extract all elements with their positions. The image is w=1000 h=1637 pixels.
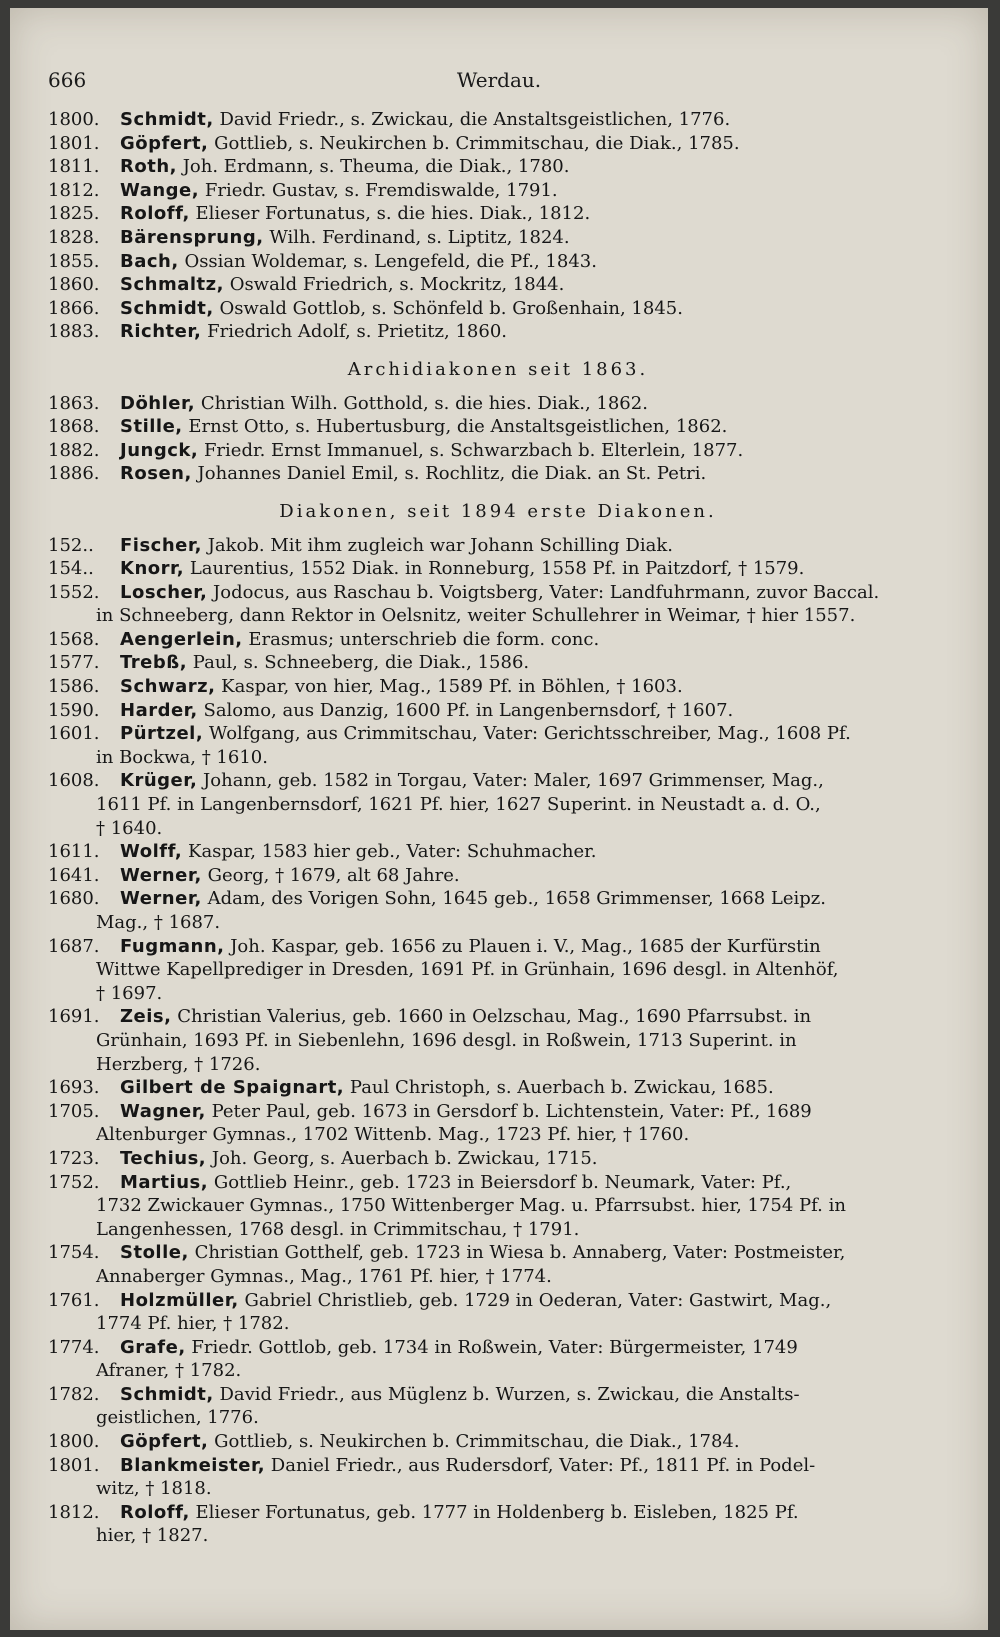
- entry-name: Trebß,: [120, 652, 188, 674]
- entry-body: [120, 179, 948, 203]
- entry-details: Peter Paul, geb. 1673 in Gersdorf b. Lichtenstein, Vater: Pf., 1689: [211, 1100, 812, 1122]
- entry-body: [120, 557, 948, 581]
- entry-details: David Friedr., s. Zwickau, die Anstaltsgeistlichen, 1776.: [219, 109, 731, 130]
- diakonen-list: [48, 534, 948, 1549]
- entry-name: Harder,: [120, 699, 198, 721]
- entry-body: [120, 320, 948, 344]
- page-header: [48, 68, 950, 98]
- entry-year: 1828.: [48, 226, 100, 248]
- entry-continuation: in Schneeberg, dann Rektor in Oelsnitz, weiter Schullehrer in Weimar, † hier 1557.: [96, 605, 856, 627]
- entry-details: Laurentius, 1552 Diak. in Ronneburg, 1558 Pf. in Paitzdorf, † 1579.: [189, 558, 805, 580]
- entry-year: 1752.: [48, 1171, 100, 1193]
- entry-continuation: 1774 Pf. hier, † 1782.: [96, 1313, 290, 1335]
- entry-year: 1705.: [48, 1100, 100, 1122]
- entry-details: David Friedr., aus Müglenz b. Wurzen, s. Zwickau, die Anstalts-: [219, 1383, 800, 1405]
- entry-body: [120, 935, 948, 959]
- entry-details: Adam, des Vorigen Sohn, 1645 geb., 1658 Grimmenser, 1668 Leipz.: [207, 888, 826, 910]
- diakon-entry: [48, 1076, 948, 1100]
- document-page: [10, 8, 988, 1630]
- diakon-entry: [48, 581, 948, 628]
- entry-continuation: witz, † 1818.: [96, 1478, 212, 1500]
- entry-first-line: [48, 1171, 948, 1195]
- entry-first-line: [48, 1289, 948, 1313]
- entry-name: Pürtzel,: [120, 723, 204, 745]
- entry-details: Ernst Otto, s. Hubertusburg, die Anstaltsgeistlichen, 1862.: [188, 416, 728, 438]
- diakon-entry: [48, 1100, 948, 1147]
- entry-year: 152..: [48, 534, 94, 556]
- entry-name: Werner,: [120, 864, 202, 886]
- entry-year: 1801.: [48, 132, 100, 154]
- entry-continuation: Mag., † 1687.: [96, 912, 221, 933]
- entry-year: 1855.: [48, 250, 100, 272]
- entry-year: 1577.: [48, 652, 100, 674]
- entry-year: 1552.: [48, 581, 100, 603]
- entry-details: Gabriel Christlieb, geb. 1729 in Oederan, Vater: Gastwirt, Mag.,: [244, 1289, 832, 1311]
- entry-continuation: geistlichen, 1776.: [96, 1407, 259, 1429]
- entry-year: 1860.: [48, 274, 100, 296]
- entry-details: Friedr. Ernst Immanuel, s. Schwarzbach b. Elterlein, 1877.: [203, 439, 744, 461]
- entry-name: Schmidt,: [120, 1383, 214, 1405]
- entry-name: Zeis,: [120, 1006, 172, 1028]
- entry-body: [120, 1076, 948, 1100]
- entry-first-line: [48, 769, 948, 793]
- entry-first-line: [48, 1430, 948, 1454]
- list-entry: [48, 415, 948, 439]
- diakon-entry: [48, 1383, 948, 1430]
- entry-details: Ossian Woldemar, s. Lengefeld, die Pf., 1843.: [184, 250, 597, 272]
- section-heading-archidiakonen: Archidiakonen seit 1863.: [347, 358, 649, 380]
- entry-year: 1782.: [48, 1383, 100, 1405]
- list-entry: [48, 179, 948, 203]
- entry-details: Elieser Fortunatus, s. die hies. Diak., 1812.: [195, 203, 591, 225]
- page-number: 666: [48, 68, 87, 92]
- entry-details: Joh. Kaspar, geb. 1656 zu Plauen i. V., Mag., 1685 der Kurfürstin: [230, 935, 821, 957]
- entry-name: Fischer,: [120, 534, 202, 556]
- diakon-entry: [48, 534, 948, 558]
- entry-body: [120, 1383, 948, 1407]
- diakon-entry: [48, 651, 948, 675]
- entry-body: [120, 1241, 948, 1265]
- entry-details: Kaspar, von hier, Mag., 1589 Pf. in Böhlen, † 1603.: [221, 676, 683, 698]
- entry-details: Joh. Georg, s. Auerbach b. Zwickau, 1715.: [211, 1147, 598, 1169]
- entry-name: Bach,: [120, 250, 179, 272]
- diakon-entry: [48, 864, 948, 888]
- entry-continuation: Langenhessen, 1768 desgl. in Crimmitschau, † 1791.: [96, 1218, 580, 1240]
- archidiakonen-list: [48, 392, 948, 486]
- list-entry: [48, 462, 948, 486]
- entry-year: 1754.: [48, 1242, 100, 1264]
- diakon-entry: [48, 628, 948, 652]
- entry-name: Rosen,: [120, 463, 192, 485]
- entry-first-line: [48, 1076, 948, 1100]
- entry-year: 1863.: [48, 392, 100, 414]
- entry-year: 1801.: [48, 1454, 100, 1476]
- entry-name: Werner,: [120, 888, 202, 910]
- diakon-entry: [48, 1289, 948, 1336]
- entry-year: 1800.: [48, 1431, 100, 1453]
- entry-year: 1774.: [48, 1336, 100, 1358]
- entry-body: [120, 273, 948, 297]
- entry-name: Bärensprung,: [120, 226, 264, 248]
- entry-name: Roloff,: [120, 1501, 190, 1523]
- entry-name: Roloff,: [120, 203, 190, 225]
- entry-details: Salomo, aus Danzig, 1600 Pf. in Langenbernsdorf, † 1607.: [203, 699, 734, 721]
- entry-details: Joh. Erdmann, s. Theuma, die Diak., 1780.: [182, 156, 570, 178]
- entry-details: Paul Christoph, s. Auerbach b. Zwickau, 1685.: [349, 1077, 774, 1099]
- entry-first-line: [48, 1454, 948, 1478]
- entry-body: [120, 155, 948, 179]
- entry-continuation: Annaberger Gymnas., Mag., 1761 Pf. hier, † 1774.: [96, 1265, 552, 1287]
- diakon-entry: [48, 1430, 948, 1454]
- entry-year: 1691.: [48, 1006, 100, 1028]
- list-entry: [48, 392, 948, 416]
- diakon-entry: [48, 840, 948, 864]
- diakon-entry: [48, 1005, 948, 1076]
- entry-continuation: Grünhain, 1693 Pf. in Siebenlehn, 1696 desgl. in Roßwein, 1713 Superint. in: [96, 1029, 797, 1051]
- diakon-entry: [48, 1171, 948, 1242]
- entry-body: [120, 534, 948, 558]
- diakon-entry: [48, 1454, 948, 1501]
- diakon-entry: [48, 1336, 948, 1383]
- diakon-entry: [48, 699, 948, 723]
- entry-details: Gottlieb Heinr., geb. 1723 in Beiersdorf b. Neumark, Vater: Pf.,: [213, 1171, 792, 1193]
- entry-body: [120, 628, 948, 652]
- list-entry: [48, 273, 948, 297]
- entry-name: Krüger,: [120, 770, 198, 792]
- entry-details: Oswald Friedrich, s. Mockritz, 1844.: [229, 274, 565, 296]
- entry-name: Göpfert,: [120, 1431, 209, 1453]
- entry-details: Christian Wilh. Gotthold, s. die hies. Diak., 1862.: [200, 392, 648, 414]
- entry-year: 1693.: [48, 1077, 100, 1099]
- entry-details: Christian Gotthelf, geb. 1723 in Wiesa b. Annaberg, Vater: Postmeister,: [194, 1242, 846, 1264]
- entry-continuation: † 1697.: [96, 982, 163, 1004]
- entry-body: [120, 1171, 948, 1195]
- entry-details: Oswald Gottlob, s. Schönfeld b. Großenhain, 1845.: [219, 297, 683, 319]
- entry-details: Kaspar, 1583 hier geb., Vater: Schuhmacher.: [188, 841, 597, 863]
- entry-body: [120, 1501, 948, 1525]
- diakon-entry: [48, 1147, 948, 1171]
- entry-name: Döhler,: [120, 392, 196, 414]
- list-entry: [48, 250, 948, 274]
- entry-first-line: [48, 534, 948, 558]
- entry-first-line: [48, 1241, 948, 1265]
- entry-body: [120, 250, 948, 274]
- list-entry: [48, 202, 948, 226]
- entry-continuation: Afraner, † 1782.: [96, 1360, 242, 1382]
- entry-continuation: Herzberg, † 1726.: [96, 1053, 261, 1075]
- entry-name: Gilbert de Spaignart,: [120, 1077, 345, 1099]
- diakon-entry: [48, 557, 948, 581]
- entry-continuation: in Bockwa, † 1610.: [96, 746, 268, 768]
- entry-details: Friedr. Gustav, s. Fremdiswalde, 1791.: [204, 179, 558, 201]
- entry-details: Gottlieb, s. Neukirchen b. Crimmitschau, die Diak., 1784.: [214, 1431, 740, 1453]
- entry-year: 1687.: [48, 935, 100, 957]
- list-entry: [48, 297, 948, 321]
- entry-details: Johann, geb. 1582 in Torgau, Vater: Maler, 1697 Grimmenser, Mag.,: [203, 770, 824, 792]
- entry-first-line: [48, 651, 948, 675]
- entry-continuation: Altenburger Gymnas., 1702 Wittenb. Mag., 1723 Pf. hier, † 1760.: [96, 1124, 690, 1146]
- entry-body: [120, 108, 948, 132]
- entry-continuation: 1732 Zwickauer Gymnas., 1750 Wittenberger Mag. u. Pfarrsubst. hier, 1754 Pf. in: [96, 1195, 846, 1217]
- entry-body: [120, 651, 948, 675]
- entry-name: Richter,: [120, 321, 202, 343]
- entry-year: 1883.: [48, 321, 100, 343]
- entry-details: Friedr. Gottlob, geb. 1734 in Roßwein, Vater: Bürgermeister, 1749: [191, 1336, 798, 1358]
- entry-name: Schmidt,: [120, 109, 214, 130]
- entry-body: [120, 202, 948, 226]
- entry-details: Christian Valerius, geb. 1660 in Oelzschau, Mag., 1690 Pfarrsubst. in: [177, 1006, 812, 1028]
- entry-continuation: 1611 Pf. in Langenbernsdorf, 1621 Pf. hier, 1627 Superint. in Neustadt a. d. O.,: [96, 794, 821, 816]
- entry-body: [120, 887, 948, 911]
- pastors-list: [48, 108, 948, 344]
- diakon-entry: [48, 769, 948, 840]
- entry-name: Loscher,: [120, 581, 208, 603]
- entry-first-line: [48, 1383, 948, 1407]
- entry-body: [120, 769, 948, 793]
- entry-body: [120, 1336, 948, 1360]
- entry-name: Schwarz,: [120, 676, 216, 698]
- entry-body: [120, 1005, 948, 1029]
- section-heading-diakonen: Diakonen, seit 1894 erste Diakonen.: [279, 500, 717, 522]
- entry-body: [120, 1100, 948, 1124]
- entry-name: Blankmeister,: [120, 1454, 266, 1476]
- entry-body: [120, 864, 948, 888]
- entry-first-line: [48, 1005, 948, 1029]
- entry-body: [120, 415, 948, 439]
- entry-body: [120, 1430, 948, 1454]
- entry-name: Fugmann,: [120, 935, 225, 957]
- place-heading: Werdau.: [456, 68, 542, 92]
- entry-name: Stille,: [120, 416, 183, 438]
- entry-details: Friedrich Adolf, s. Prietitz, 1860.: [207, 321, 507, 343]
- entry-first-line: [48, 1100, 948, 1124]
- entry-year: 1601.: [48, 723, 100, 745]
- entry-year: 1812.: [48, 179, 100, 201]
- diakon-entry: [48, 1501, 948, 1548]
- entry-details: Gottlieb, s. Neukirchen b. Crimmitschau, die Diak., 1785.: [214, 132, 740, 154]
- entry-name: Techius,: [120, 1147, 207, 1169]
- entry-body: [120, 1147, 948, 1171]
- entry-year: 1590.: [48, 699, 100, 721]
- entry-name: Schmidt,: [120, 297, 214, 319]
- page-content: [48, 108, 948, 1548]
- entry-year: 1608.: [48, 770, 100, 792]
- list-entry: [48, 320, 948, 344]
- entry-name: Grafe,: [120, 1336, 186, 1358]
- entry-details: Daniel Friedr., aus Rudersdorf, Vater: Pf., 1811 Pf. in Podel-: [270, 1454, 816, 1476]
- entry-year: 154..: [48, 558, 94, 580]
- entry-first-line: [48, 557, 948, 581]
- entry-first-line: [48, 864, 948, 888]
- entry-details: Georg, † 1679, alt 68 Jahre.: [207, 864, 460, 886]
- entry-continuation: hier, † 1827.: [96, 1525, 209, 1547]
- entry-body: [120, 581, 948, 605]
- entry-body: [120, 840, 948, 864]
- entry-year: 1800.: [48, 109, 100, 130]
- entry-details: Wilh. Ferdinand, s. Liptitz, 1824.: [269, 226, 570, 248]
- entry-year: 1886.: [48, 463, 100, 485]
- entry-name: Roth,: [120, 156, 177, 178]
- entry-year: 1811.: [48, 156, 100, 178]
- list-entry: [48, 439, 948, 463]
- entry-name: Martius,: [120, 1171, 209, 1193]
- entry-year: 1868.: [48, 416, 100, 438]
- entry-body: [120, 462, 948, 486]
- entry-details: Erasmus; unterschrieb die form. conc.: [248, 628, 600, 650]
- diakon-entry: [48, 722, 948, 769]
- entry-year: 1825.: [48, 203, 100, 225]
- entry-name: Wagner,: [120, 1100, 206, 1122]
- entry-details: Johannes Daniel Emil, s. Rochlitz, die Diak. an St. Petri.: [197, 463, 707, 485]
- entry-year: 1866.: [48, 297, 100, 319]
- entry-first-line: [48, 1336, 948, 1360]
- entry-body: [120, 297, 948, 321]
- entry-continuation: Wittwe Kapellprediger in Dresden, 1691 Pf. in Grünhain, 1696 desgl. in Altenhöf,: [96, 959, 839, 981]
- entry-first-line: [48, 628, 948, 652]
- entry-first-line: [48, 840, 948, 864]
- entry-body: [120, 226, 948, 250]
- diakon-entry: [48, 1241, 948, 1288]
- entry-year: 1882.: [48, 439, 100, 461]
- entry-first-line: [48, 887, 948, 911]
- entry-year: 1586.: [48, 676, 100, 698]
- entry-name: Schmaltz,: [120, 274, 224, 296]
- entry-body: [120, 722, 948, 746]
- entry-details: Wolfgang, aus Crimmitschau, Vater: Gerichtsschreiber, Mag., 1608 Pf.: [208, 723, 851, 745]
- list-entry: [48, 226, 948, 250]
- entry-year: 1680.: [48, 888, 100, 910]
- entry-body: [120, 439, 948, 463]
- list-entry: [48, 132, 948, 156]
- entry-first-line: [48, 675, 948, 699]
- entry-details: Elieser Fortunatus, geb. 1777 in Holdenberg b. Eisleben, 1825 Pf.: [195, 1501, 799, 1523]
- entry-body: [120, 392, 948, 416]
- entry-name: Wolff,: [120, 841, 183, 863]
- entry-details: Jakob. Mit ihm zugleich war Johann Schilling Diak.: [207, 534, 673, 556]
- entry-year: 1761.: [48, 1289, 100, 1311]
- entry-body: [120, 132, 948, 156]
- entry-name: Aengerlein,: [120, 628, 243, 650]
- list-entry: [48, 155, 948, 179]
- diakon-entry: [48, 935, 948, 1006]
- entry-first-line: [48, 722, 948, 746]
- diakon-entry: [48, 675, 948, 699]
- entry-year: 1812.: [48, 1501, 100, 1523]
- entry-details: Paul, s. Schneeberg, die Diak., 1586.: [192, 652, 530, 674]
- entry-name: Wange,: [120, 179, 200, 201]
- entry-name: Stolle,: [120, 1242, 189, 1264]
- entry-body: [120, 699, 948, 723]
- entry-first-line: [48, 935, 948, 959]
- entry-first-line: [48, 1501, 948, 1525]
- entry-year: 1641.: [48, 864, 100, 886]
- entry-name: Knorr,: [120, 558, 185, 580]
- entry-body: [120, 1289, 948, 1313]
- entry-name: Jungck,: [120, 439, 199, 461]
- entry-name: Holzmüller,: [120, 1289, 239, 1311]
- diakon-entry: [48, 887, 948, 934]
- entry-year: 1723.: [48, 1147, 100, 1169]
- entry-first-line: [48, 699, 948, 723]
- entry-name: Göpfert,: [120, 132, 209, 154]
- entry-body: [120, 1454, 948, 1478]
- list-entry: [48, 108, 948, 132]
- entry-body: [120, 675, 948, 699]
- entry-year: 1611.: [48, 841, 100, 863]
- entry-first-line: [48, 1147, 948, 1171]
- entry-details: Jodocus, aus Raschau b. Voigtsberg, Vater: Landfuhrmann, zuvor Baccal.: [213, 581, 880, 603]
- entry-first-line: [48, 581, 948, 605]
- entry-year: 1568.: [48, 628, 100, 650]
- entry-continuation: † 1640.: [96, 817, 163, 839]
